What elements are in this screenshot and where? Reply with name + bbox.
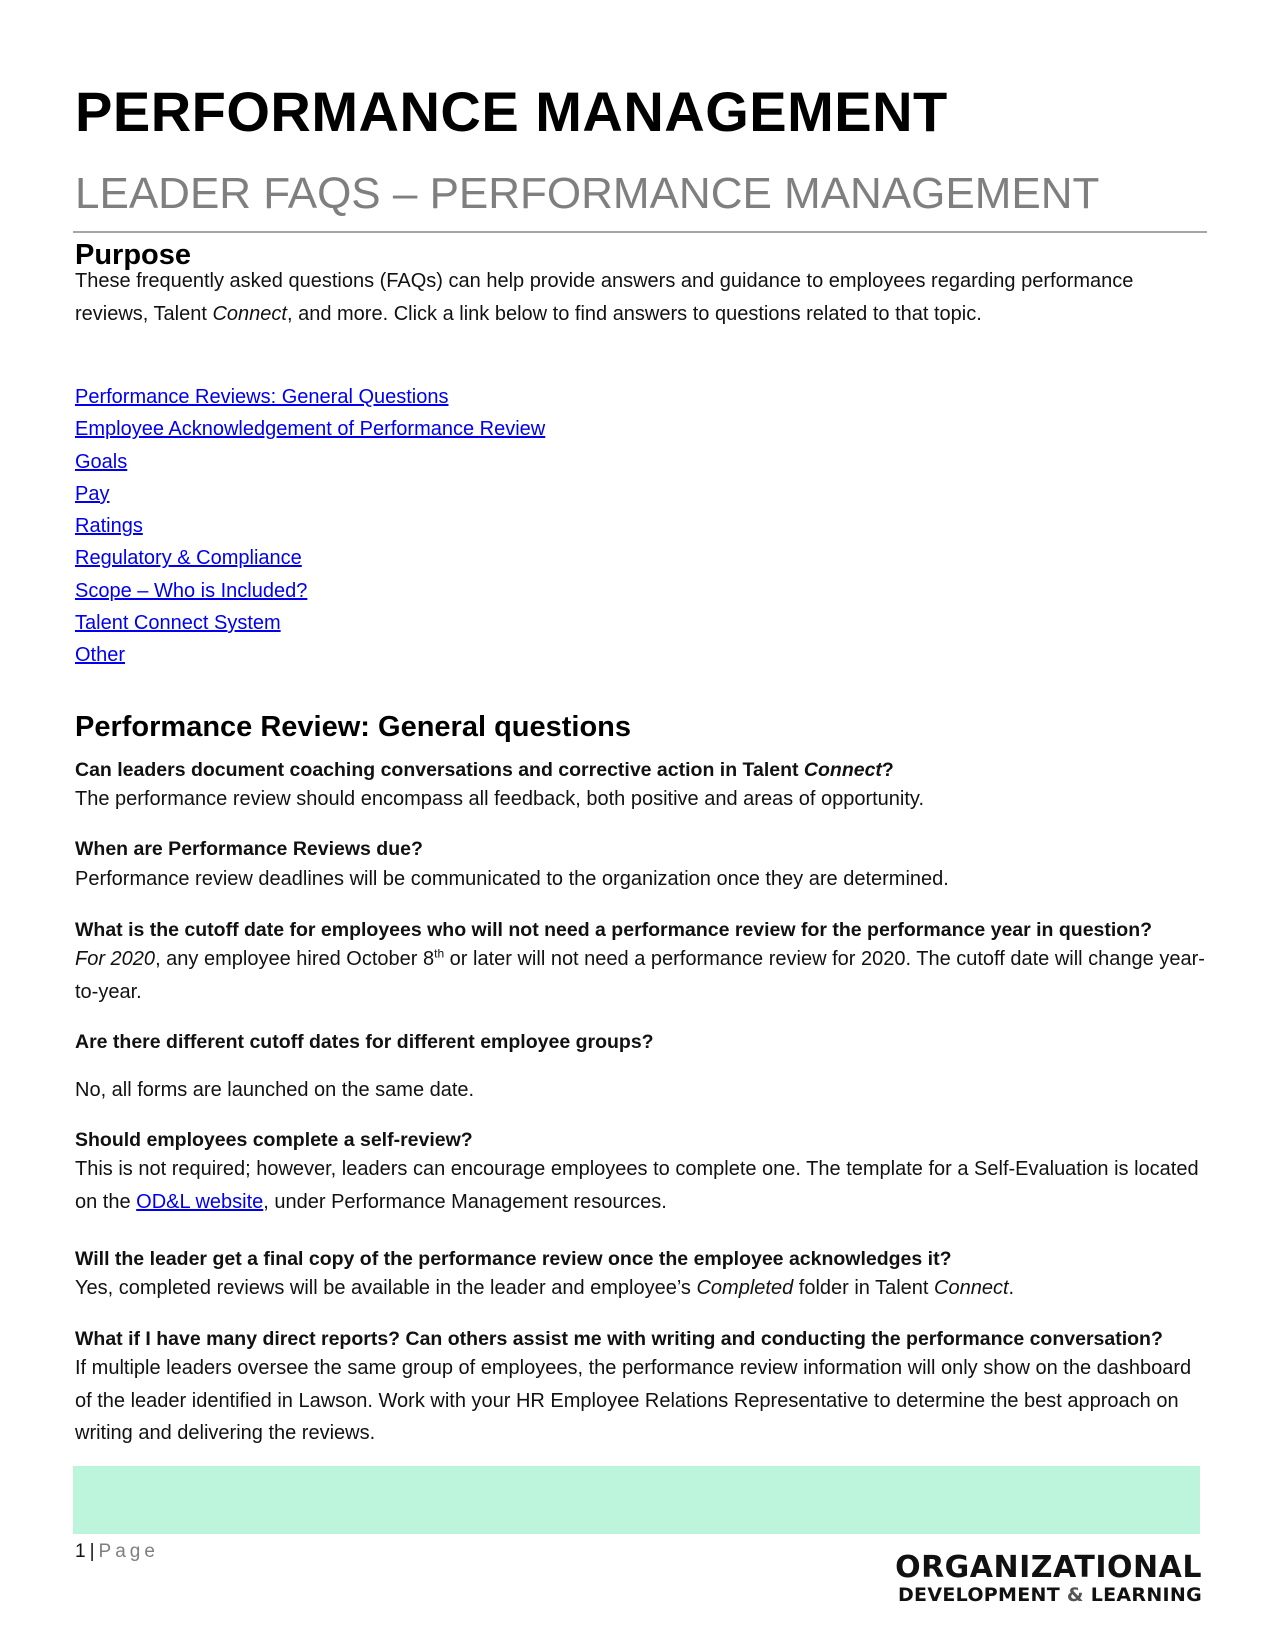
- link-ratings[interactable]: Ratings: [75, 515, 143, 538]
- odl-website-link[interactable]: OD&L website: [136, 1190, 264, 1213]
- topic-links: [75, 381, 545, 672]
- link-pay[interactable]: Pay: [75, 482, 110, 505]
- faq-question: Should employees complete a self-review?: [75, 1129, 473, 1151]
- footer-band: [73, 1466, 1200, 1534]
- faq-question: Are there different cutoff dates for different employee groups?: [75, 1031, 654, 1053]
- faq-answer: This is not required; however, leaders can encourage employees to complete one. The template for a Self-Evaluation is located on the OD&L website, under Performance Management resources.: [75, 1158, 1199, 1213]
- faq-answer: The performance review should encompass all feedback, both positive and areas of opportunity.: [75, 788, 925, 810]
- purpose-heading: Purpose: [75, 239, 192, 271]
- title-divider: [73, 231, 1207, 233]
- page-number: 1 | Page: [75, 1541, 159, 1562]
- link-employee-acknowledgement[interactable]: Employee Acknowledgement of Performance Review: [75, 418, 546, 441]
- link-goals[interactable]: Goals: [75, 450, 128, 473]
- faq-question: When are Performance Reviews due?: [75, 838, 423, 860]
- general-questions-heading: Performance Review: General questions: [75, 711, 632, 743]
- odl-logo: ORGANIZATIONAL DEVELOPMENT & LEARNING: [895, 1550, 1202, 1606]
- link-general-questions[interactable]: Performance Reviews: General Questions: [75, 386, 449, 408]
- document-title: PERFORMANCE MANAGEMENT: [75, 80, 948, 143]
- faq-question: What is the cutoff date for employees who will not need a performance review for the performance year in question?: [75, 919, 1153, 941]
- faq-question: Can leaders document coaching conversations and corrective action in Talent Connect?: [75, 759, 894, 781]
- link-regulatory-compliance[interactable]: Regulatory & Compliance: [75, 547, 302, 570]
- document-subtitle: LEADER FAQS – PERFORMANCE MANAGEMENT: [75, 169, 1100, 218]
- faq-question: Will the leader get a final copy of the performance review once the employee acknowledges it?: [75, 1248, 952, 1270]
- faq-answer: If multiple leaders oversee the same group of employees, the performance review information will only show on the dashboard of the leader identified in Lawson. Work with your HR Employee Relations Representative to determine the best approach on writing and delivering the reviews.: [75, 1357, 1192, 1444]
- purpose-text: These frequently asked questions (FAQs) can help provide answers and guidance to employees regarding performance reviews, Talent Connect, and more. Click a link below to find answers to questions related to that topic.: [75, 270, 1134, 325]
- faq-answer: Performance review deadlines will be communicated to the organization once they are determined.: [75, 868, 949, 890]
- link-other[interactable]: Other: [75, 644, 126, 667]
- faq-answer: No, all forms are launched on the same date.: [75, 1079, 475, 1101]
- link-talent-connect-system[interactable]: Talent Connect System: [75, 612, 281, 635]
- faq-answer: Yes, completed reviews will be available in the leader and employee’s Completed folder in Talent Connect.: [75, 1277, 1015, 1299]
- faq-question: What if I have many direct reports? Can others assist me with writing and conducting the performance conversation?: [75, 1328, 1163, 1350]
- link-scope[interactable]: Scope – Who is Included?: [75, 579, 308, 602]
- faq-answer: For 2020, any employee hired October 8th or later will not need a performance review for 2020. The cutoff date will change year-to-year.: [75, 946, 1205, 1003]
